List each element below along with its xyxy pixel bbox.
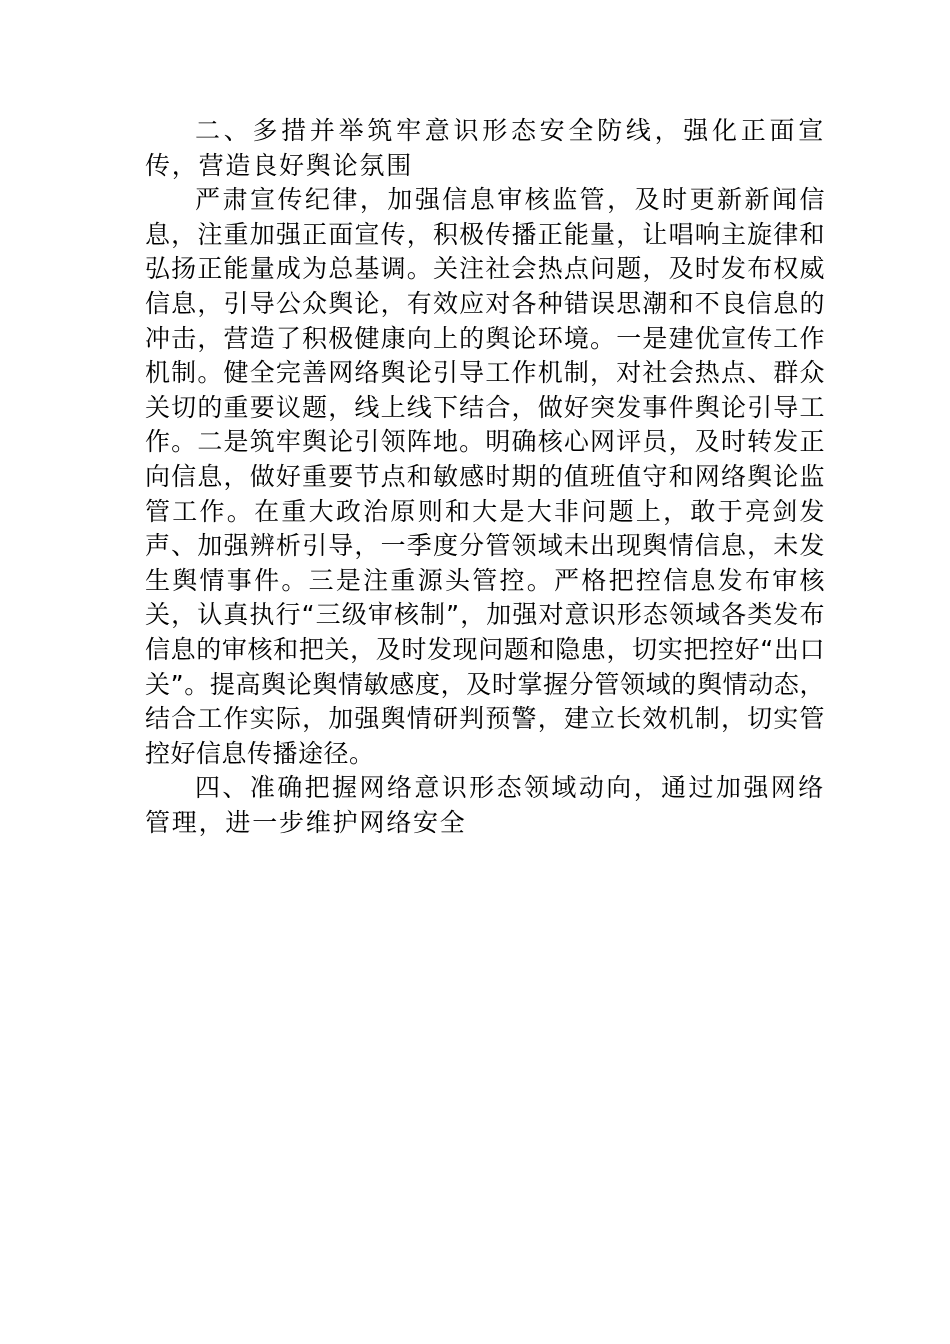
section-heading-two: 二、多措并举筑牢意识形态安全防线，强化正面宣传，营造良好舆论氛围	[145, 116, 825, 180]
body-paragraph: 严肃宣传纪律，加强信息审核监管，及时更新新闻信息，注重加强正面宣传，积极传播正能量，让唱响主旋律和弘扬正能量成为总基调。关注社会热点问题，及时发布权威信息，引导公众舆论，有效应对各种错误思潮和不良信息的冲击，营造了积极健康向上的舆论环境。一是建优宣传工作机制。健全完善网络舆论引导工作机制，对社会热点、群众关切的重要议题，线上线下结合，做好突发事件舆论引导工作。二是筑牢舆论引领阵地。明确核心网评员，及时转发正向信息，做好重要节点和敏感时期的值班值守和网络舆论监管工作。在重大政治原则和大是大非问题上，敢于亮剑发声、加强辨析引导，一季度分管领域未出现舆情信息，未发生舆情事件。三是注重源头管控。严格把控信息发布审核关，认真执行“三级审核制”，加强对意识形态领域各类发布信息的审核和把关，及时发现问题和隐患，切实把控好“出口关”。提高舆论舆情敏感度，及时掌握分管领域的舆情动态，结合工作实际，加强舆情研判预警，建立长效机制，切实管控好信息传播途径。	[145, 185, 825, 768]
section-heading-four: 四、准确把握网络意识形态领域动向，通过加强网络管理，进一步维护网络安全	[145, 773, 825, 837]
document-content	[145, 114, 825, 840]
